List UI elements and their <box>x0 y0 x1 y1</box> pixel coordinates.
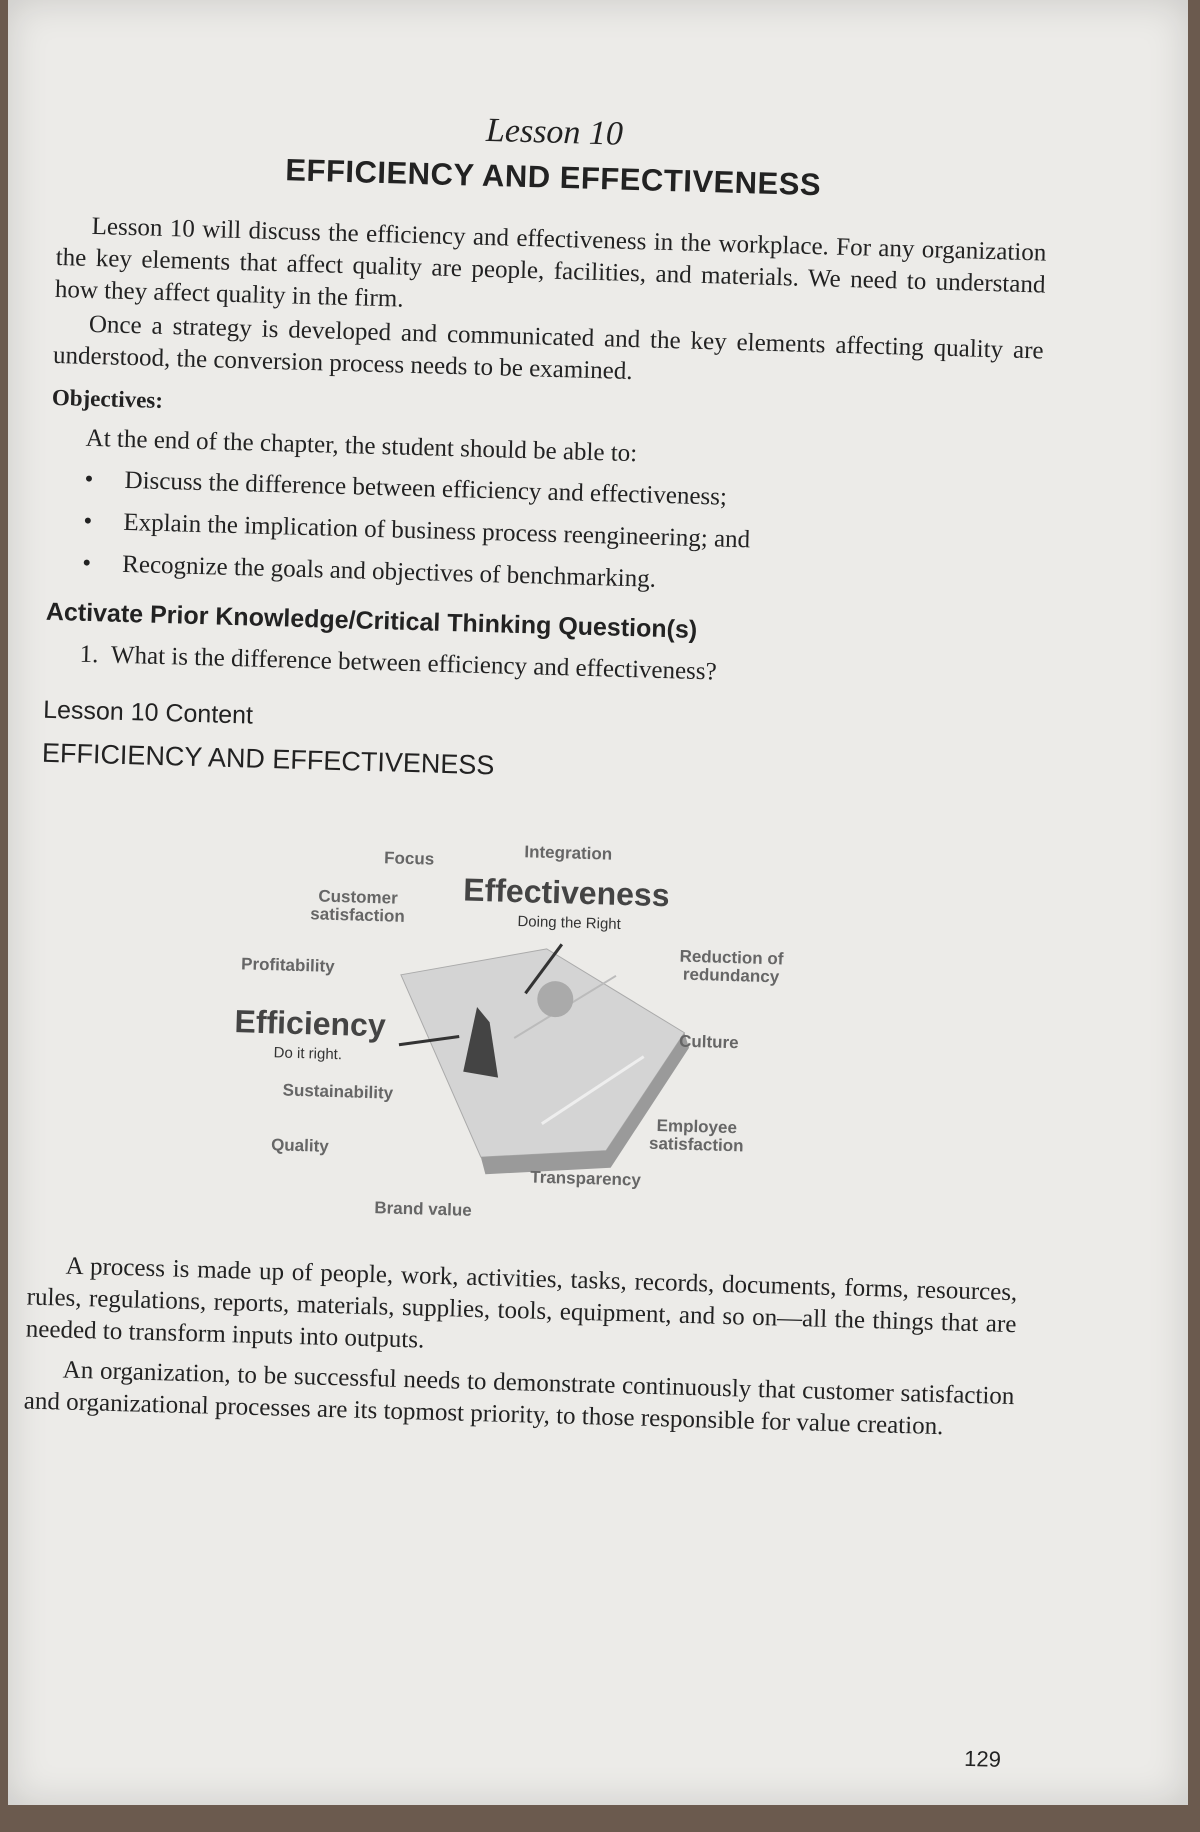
label-culture: Culture <box>678 1031 739 1053</box>
body-paragraph-2: An organization, to be successful needs to demonstrate continuously that customer satisfaction and organizational processes are its topmost priority, to those responsible for value creation. <box>23 1356 1015 1441</box>
objectives-list <box>82 459 1040 612</box>
label-profitability: Profitability <box>240 954 335 976</box>
objective-text: Recognize the goals and objectives of benchmarking. <box>121 550 657 593</box>
intro-paragraph-2: Once a strategy is developed and communicated and the key elements affecting quality are understood, the conversion process needs to be examined. <box>52 310 1044 386</box>
label-effectiveness-sub: Doing the Right <box>517 913 622 933</box>
label-transparency: Transparency <box>530 1167 642 1190</box>
body-paragraph-1: A process is made up of people, work, activities, tasks, records, documents, forms, resources, rules, regulations, reports, materials, supplies, tools, equipment, and so on—all the things that are needed to transform inputs into outputs. <box>25 1252 1018 1354</box>
label-employee-satisfaction: Employee satisfaction <box>648 1116 744 1156</box>
label-integration: Integration <box>524 842 613 864</box>
objective-text: Explain the implication of business process reengineering; and <box>123 508 751 554</box>
label-effectiveness: Effectiveness <box>462 871 671 914</box>
label-quality: Quality <box>270 1135 329 1156</box>
page-flow <box>23 100 1049 1445</box>
label-efficiency: Efficiency <box>234 1003 387 1044</box>
objectives-heading: Objectives: <box>51 384 164 413</box>
label-sustainability: Sustainability <box>282 1080 394 1103</box>
content-heading: Lesson 10 Content <box>42 695 254 730</box>
page-content <box>13 0 1053 1832</box>
question-number: 1. <box>79 640 99 669</box>
bullet-icon: • <box>84 465 94 494</box>
intro-paragraph-1: Lesson 10 will discuss the efficiency and effectiveness in the workplace. For any organization the key elements that affect quality are people, facilities, and materials. We need to understand how they affect quality in the firm. <box>54 212 1047 313</box>
bullet-icon: • <box>81 549 92 577</box>
label-efficiency-sub: Do it right. <box>273 1044 343 1064</box>
label-brand-value: Brand value <box>374 1198 472 1220</box>
content-subheading: EFFICIENCY AND EFFECTIVENESS <box>41 737 495 781</box>
prior-knowledge-heading: Activate Prior Knowledge/Critical Thinking Question(s) <box>45 597 698 644</box>
label-reduction-of-redundancy: Reduction of redundancy <box>679 946 784 987</box>
label-focus: Focus <box>383 848 435 869</box>
book-page <box>8 0 1188 1805</box>
lesson-label: Lesson 10 <box>485 111 624 153</box>
objectives-intro: At the end of the chapter, the student should be able to: <box>85 424 638 468</box>
question-text: What is the difference between efficiency and effectiveness? <box>110 641 718 686</box>
bullet-icon: • <box>83 507 93 536</box>
label-customer-satisfaction: Customer satisfaction <box>310 886 406 926</box>
efficiency-effectiveness-figure <box>209 815 840 1252</box>
page-number: 129 <box>963 1745 1002 1772</box>
objective-text: Discuss the difference between efficiency and effectiveness; <box>124 466 728 511</box>
page-title: EFFICIENCY AND EFFECTIVENESS <box>284 152 822 203</box>
